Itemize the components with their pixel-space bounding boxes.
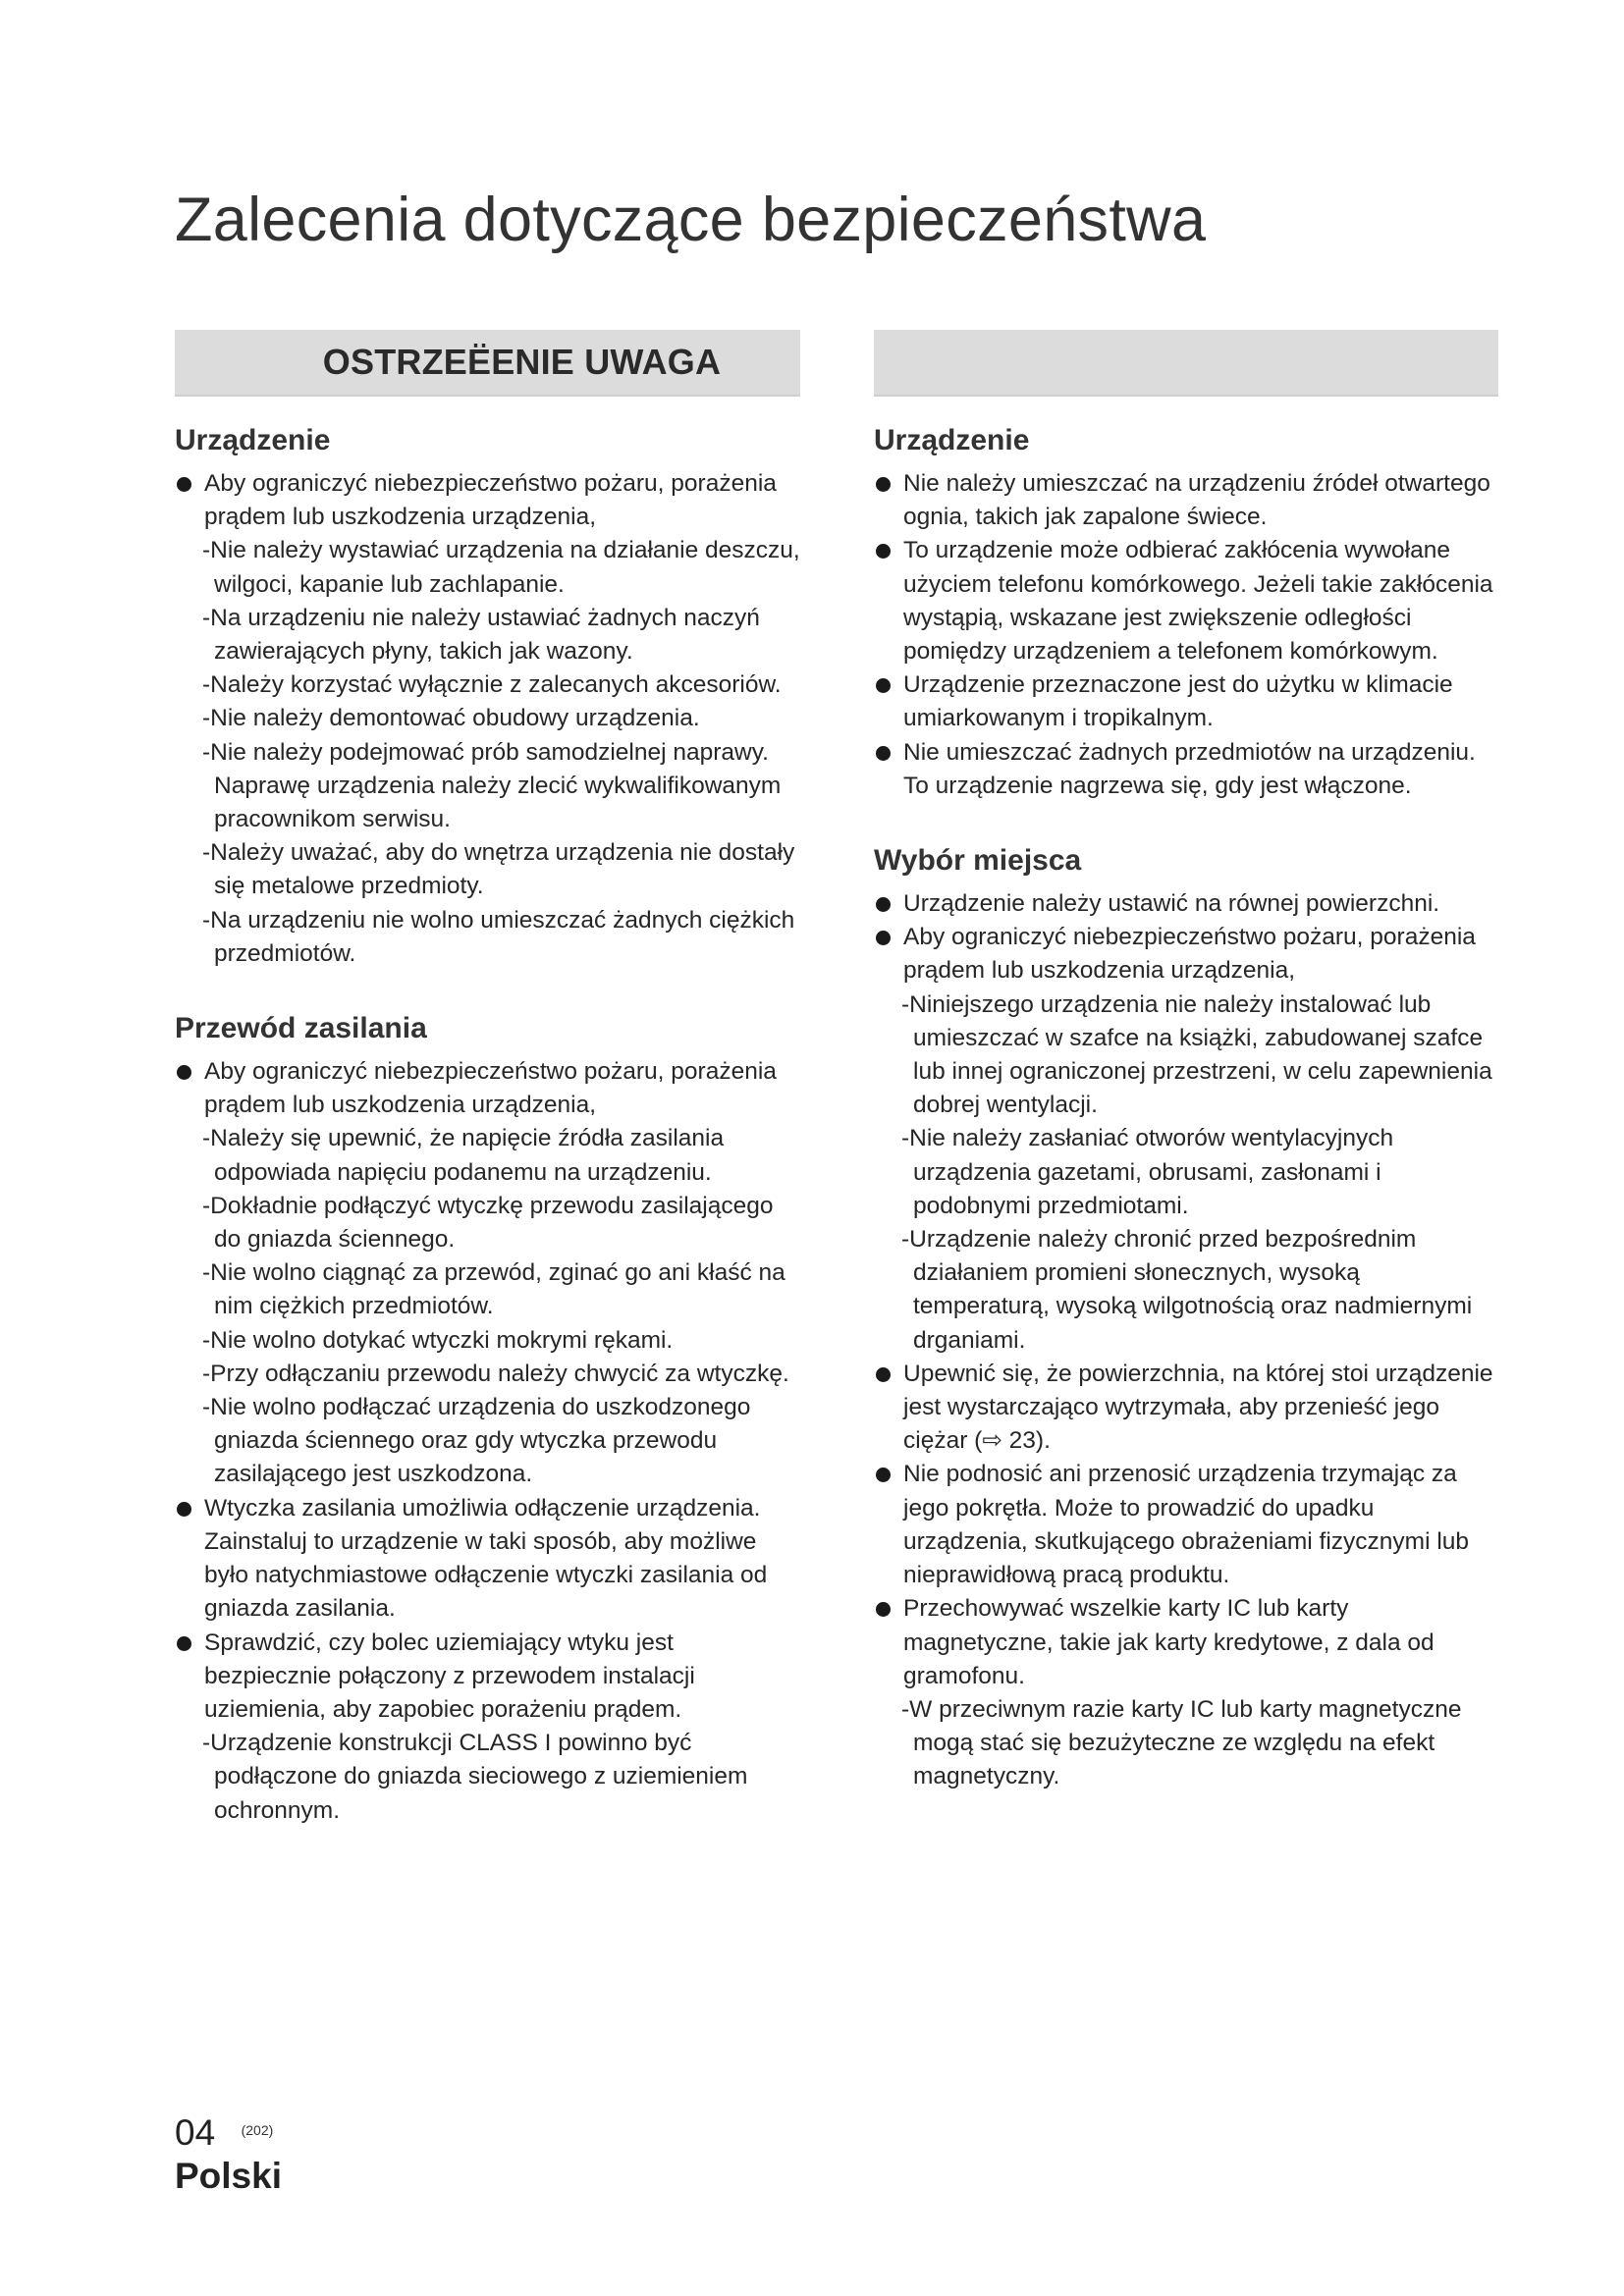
- section: [175, 420, 800, 971]
- right-column: [874, 330, 1498, 1794]
- sub-item-text: Nie wolno dotykać wtyczki mokrymi rękami.: [210, 1326, 674, 1354]
- sub-item: [175, 1122, 800, 1189]
- left-sections: [175, 420, 800, 1828]
- sub-item-text: Nie należy podejmować prób samodzielnej naprawy. Naprawę urządzenia należy zlecić wykwalifikowanym pracownikom serwisu.: [210, 738, 782, 833]
- sub-item-text: Na urządzeniu nie wolno umieszczać żadnych ciężkich przedmiotów.: [210, 906, 795, 967]
- sub-item-text: Nie wolno ciągnąć za przewód, zginać go ani kłaść na nim ciężkich przedmiotów.: [210, 1259, 785, 1320]
- sub-item-text: Należy korzystać wyłącznie z zalecanych akcesoriów.: [210, 671, 782, 699]
- page-number: 04: [175, 2112, 216, 2153]
- warning-banner: [175, 330, 800, 397]
- sub-item-text: Należy się upewnić, że napięcie źródła zasilania odpowiada napięciu podanemu na urządzeniu.: [210, 1125, 725, 1186]
- sub-item: [175, 904, 800, 971]
- sub-item: [175, 736, 800, 837]
- section: [874, 840, 1498, 1793]
- sub-item: [175, 1358, 800, 1391]
- bullet-item: Sprawdzić, czy bolec uziemiający wtyku jest bezpiecznie połączony z przewodem instalacji uziemienia, aby zapobiec porażeniu prądem.: [175, 1627, 800, 1728]
- section-title: Urządzenie: [874, 424, 1030, 456]
- sub-item-text: Nie należy zasłaniać otworów wentylacyjnych urządzenia gazetami, obrusami, zasłonami i podobnymi przedmiotami.: [909, 1125, 1394, 1219]
- sub-item: [175, 1391, 800, 1492]
- section-title: Urządzenie: [175, 424, 331, 456]
- bullet-item: Przechowywać wszelkie karty IC lub karty magnetyczne, takie jak karty kredytowe, z dala od gramofonu.: [874, 1592, 1498, 1693]
- warning-banner-label: OSTRZEËENIE UWAGA: [322, 342, 722, 382]
- sub-item-text: Niniejszego urządzenia nie należy instalować lub umieszczać w szafce na książki, zabudowanej szafce lub innej ograniczonej przestrzeni, w celu zapewnienia dobrej wentylacji.: [909, 990, 1492, 1119]
- right-sections: [874, 420, 1498, 1794]
- sub-item-text: Nie wolno podłączać urządzenia do uszkodzonego gniazda ściennego oraz gdy wtyczka przewodu zasilającego jest uszkodzona.: [210, 1394, 751, 1488]
- sub-item: [175, 836, 800, 903]
- sub-item: [874, 1223, 1498, 1358]
- caution-banner: [874, 330, 1498, 397]
- bullet-item: Urządzenie należy ustawić na równej powierzchni.: [874, 887, 1498, 921]
- sub-item: [175, 1256, 800, 1323]
- bullet-item: Aby ograniczyć niebezpieczeństwo pożaru, porażenia prądem lub uszkodzenia urządzenia,: [175, 1055, 800, 1122]
- sub-item: [874, 1693, 1498, 1794]
- page-code: (202): [241, 2122, 274, 2138]
- bullet-item: Nie podnosić ani przenosić urządzenia trzymając za jego pokrętła. Może to prowadzić do upadku urządzenia, skutkującego obrażeniami fizycznymi lub nieprawidłową pracą produktu.: [874, 1458, 1498, 1592]
- bullet-item: Urządzenie przeznaczone jest do użytku w klimacie umiarkowanym i tropikalnym.: [874, 668, 1498, 735]
- sub-item-text: Przy odłączaniu przewodu należy chwycić za wtyczkę.: [210, 1360, 789, 1387]
- sub-item: [175, 668, 800, 702]
- sub-item: [175, 534, 800, 601]
- bullet-note: To urządzenie nagrzewa się, gdy jest włączone.: [903, 772, 1412, 799]
- sub-item: [175, 1190, 800, 1256]
- sub-item-text: Urządzenie konstrukcji CLASS I powinno być podłączone do gniazda sieciowego z uziemieniem ochronnym.: [210, 1730, 748, 1824]
- sub-item: [175, 1324, 800, 1358]
- sub-item: [874, 1122, 1498, 1223]
- left-column: [175, 330, 800, 1828]
- section: [175, 1008, 800, 1828]
- sub-item-text: Należy uważać, aby do wnętrza urządzenia nie dostały się metalowe przedmioty.: [210, 839, 795, 900]
- section-title: Przewód zasilania: [175, 1012, 427, 1045]
- bullet-item: Nie umieszczać żadnych przedmiotów na urządzeniu.: [874, 736, 1498, 770]
- bullet-item: Aby ograniczyć niebezpieczeństwo pożaru, porażenia prądem lub uszkodzenia urządzenia,: [874, 921, 1498, 988]
- sub-item-text: Nie należy demontować obudowy urządzenia.: [210, 705, 700, 732]
- sub-item: [874, 988, 1498, 1123]
- section-title: Wybór miejsca: [874, 844, 1082, 878]
- sub-item: [175, 702, 800, 735]
- sub-item-text: Dokładnie podłączyć wtyczkę przewodu zasilającego do gniazda ściennego.: [210, 1192, 774, 1254]
- bullet-item: To urządzenie może odbierać zakłócenia wywołane użyciem telefonu komórkowego. Jeżeli takie zakłócenia wystąpią, wskazane jest zwiększenie odległości pomiędzy urządzeniem a telefonem komórkowym.: [874, 534, 1498, 668]
- sub-item-text: Nie należy wystawiać urządzenia na działanie deszczu, wilgoci, kapanie lub zachlapanie.: [210, 537, 800, 598]
- sub-item: [175, 1727, 800, 1828]
- bullet-item: Aby ograniczyć niebezpieczeństwo pożaru, porażenia prądem lub uszkodzenia urządzenia,: [175, 467, 800, 534]
- bullet-item: Nie należy umieszczać na urządzeniu źródeł otwartego ognia, takich jak zapalone świece.: [874, 467, 1498, 534]
- sub-item-text: Na urządzeniu nie należy ustawiać żadnych naczyń zawierających płyny, takich jak wazony.: [210, 604, 760, 666]
- sub-item: [175, 602, 800, 668]
- sub-item-text: Urządzenie należy chronić przed bezpośrednim działaniem promieni słonecznych, wysoką temperaturą, wysoką wilgotnością oraz nadmiernymi drganiami.: [909, 1226, 1473, 1354]
- sub-item-text: W przeciwnym razie karty IC lub karty magnetyczne mogą stać się bezużyteczne ze względu na efekt magnetyczny.: [909, 1695, 1462, 1790]
- language-label: Polski: [175, 2156, 282, 2196]
- section: [874, 420, 1498, 803]
- page-footer: [175, 2112, 282, 2197]
- bullet-item: Wtyczka zasilania umożliwia odłączenie urządzenia. Zainstaluj to urządzenie w taki sposób, aby możliwe było natychmiastowe odłączenie wtyczki zasilania od gniazda zasilania.: [175, 1492, 800, 1627]
- page-title: Zalecenia dotyczące bezpieczeństwa: [175, 186, 1207, 254]
- bullet-item: Upewnić się, że powierzchnia, na której stoi urządzenie jest wystarczająco wytrzymała, aby przenieść jego ciężar (⇨ 23).: [874, 1358, 1498, 1459]
